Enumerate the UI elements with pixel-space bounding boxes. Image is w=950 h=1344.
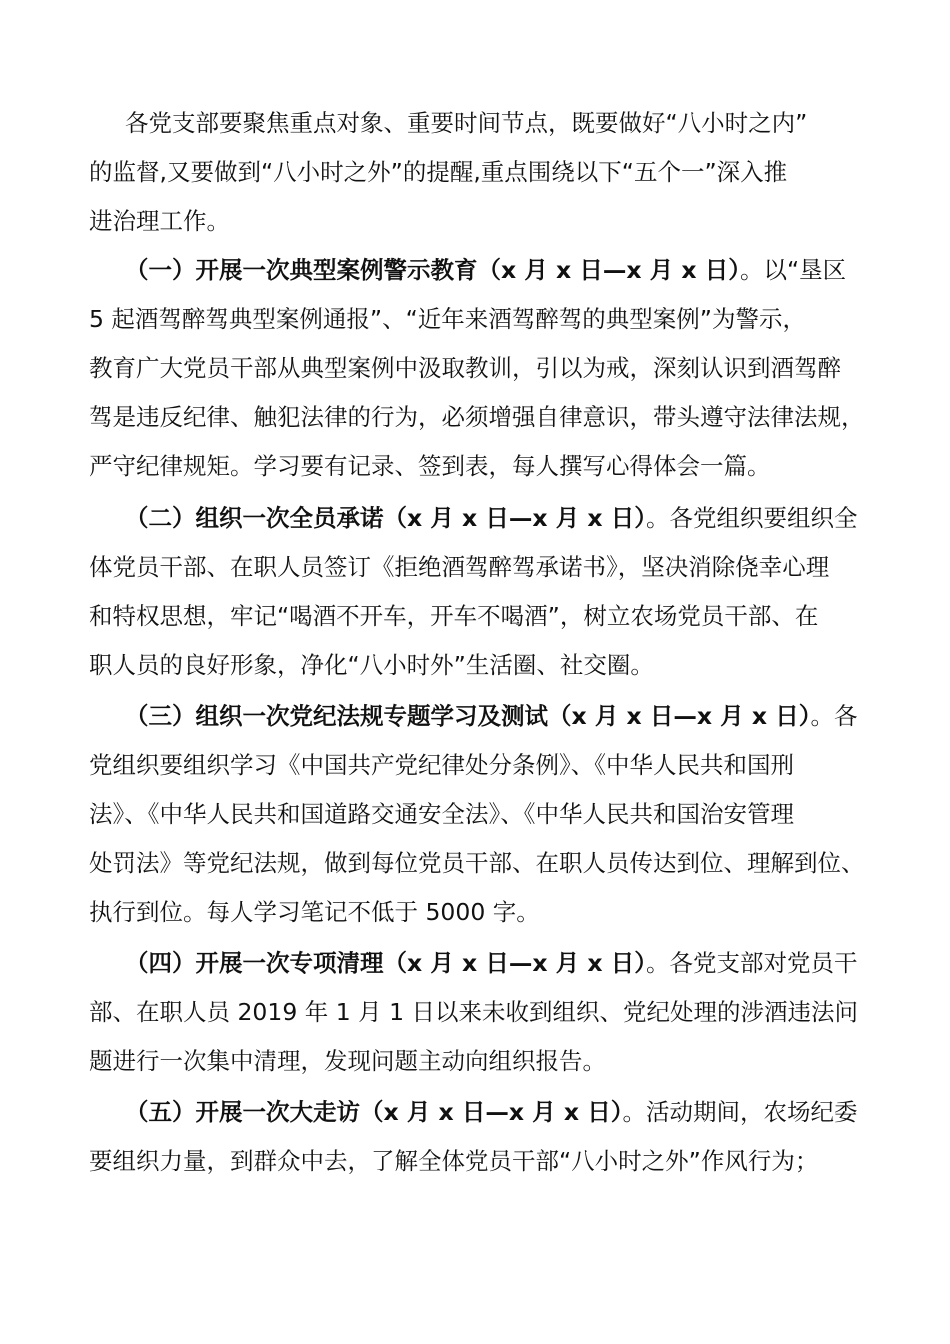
line-text: 严守纪律规矩。学习要有记录、签到表，每人撰写心得体会一篇。 (89, 452, 771, 480)
section-heading: （三）组织一次党纪法规专题学习及测试（x 月 x 日—x 月 x 日） (125, 702, 811, 730)
line-text: 。各 (810, 702, 858, 730)
text-line (89, 402, 865, 432)
line-text: 题进行一次集中清理，发现问题主动向组织报告。 (89, 1047, 606, 1075)
line-text: 进治理工作。 (89, 207, 230, 235)
text-line (89, 1046, 606, 1076)
text-line (89, 601, 818, 631)
line-text: 教育广大党员干部从典型案例中汲取教训，引以为戒，深刻认识到酒驾醉 (89, 354, 841, 382)
section-heading-line (125, 255, 846, 285)
line-text: 和特权思想，牢记“喝酒不开车，开车不喝酒”，树立农场党员干部、在 (89, 602, 819, 630)
line-text: 。各党支部对党员干 (645, 949, 858, 977)
text-line (89, 848, 865, 878)
line-text: 法》、《中华人民共和国道路交通安全法》、《中华人民共和国治安管理 (89, 800, 794, 828)
text-line (89, 897, 540, 927)
line-text: 各党支部要聚焦重点对象、重要时间节点，既要做好“八小时之内” (125, 109, 808, 137)
line-text: 的监督,又要做到“八小时之外”的提醒,重点围绕以下“五个一”深入推 (89, 158, 788, 186)
text-line (89, 353, 841, 383)
line-text: 要组织力量，到群众中去，了解全体党员干部“八小时之外”作风行为； (89, 1147, 819, 1175)
section-heading: （五）开展一次大走访（x 月 x 日—x 月 x 日） (125, 1098, 623, 1126)
section-heading-line (125, 948, 857, 978)
section-heading: （一）开展一次典型案例警示教育（x 月 x 日—x 月 x 日） (125, 256, 740, 284)
line-text: 5 起酒驾醉驾典型案例通报”、“近年来酒驾醉驾的典型案例”为警示， (89, 305, 806, 333)
section-heading: （四）开展一次专项清理（x 月 x 日—x 月 x 日） (125, 949, 646, 977)
line-text: 部、在职人员 2019 年 1 月 1 日以来未收到组织、党纪处理的涉酒违法问 (89, 998, 859, 1026)
line-text: 。活动期间，农场纪委 (622, 1098, 858, 1126)
line-text: 体党员干部、在职人员签订《拒绝酒驾醉驾承诺书》，坚决消除侥幸心理 (89, 553, 830, 581)
text-line (89, 451, 771, 481)
text-line (89, 304, 806, 334)
text-line (125, 108, 807, 138)
text-line (89, 1146, 818, 1176)
text-line (89, 799, 794, 829)
section-heading-line (125, 503, 857, 533)
line-text: 执行到位。每人学习笔记不低于 5000 字。 (89, 898, 540, 926)
section-heading-line (125, 1097, 857, 1127)
section-heading: （二）组织一次全员承诺（x 月 x 日—x 月 x 日） (125, 504, 646, 532)
line-text: 处罚法》等党纪法规，做到每位党员干部、在职人员传达到位、理解到位、 (89, 849, 865, 877)
text-line (89, 750, 794, 780)
text-line (89, 206, 230, 236)
line-text: 党组织要组织学习《中国共产党纪律处分条例》、《中华人民共和国刑 (89, 751, 794, 779)
text-line (89, 552, 829, 582)
line-text: 。以“垦区 (739, 256, 847, 284)
line-text: 职人员的良好形象，净化“八小时外”生活圈、社交圈。 (89, 651, 654, 679)
line-text: 。各党组织要组织全 (645, 504, 858, 532)
text-line (89, 157, 787, 187)
text-line (89, 997, 858, 1027)
line-text: 驾是违反纪律、触犯法律的行为，必须增强自律意识，带头遵守法律法规， (89, 403, 865, 431)
text-line (89, 650, 654, 680)
section-heading-line (125, 701, 857, 731)
